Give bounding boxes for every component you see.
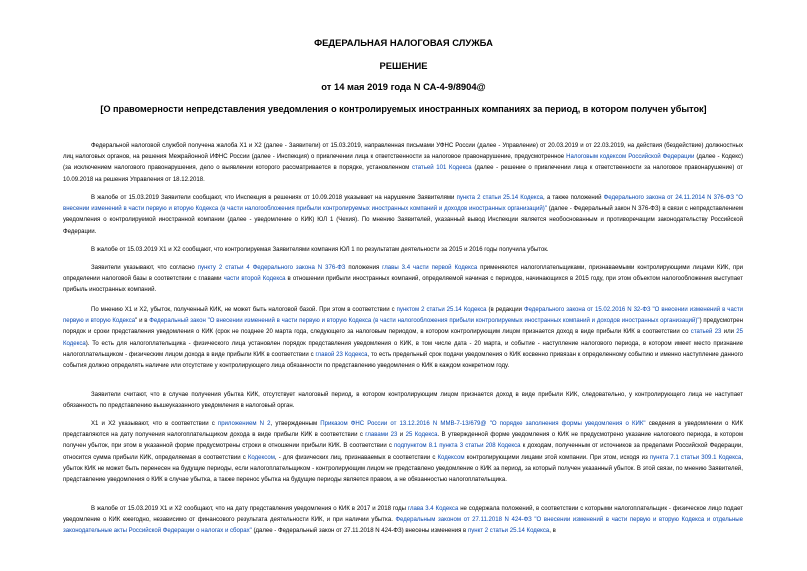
document-link[interactable]: 25 Кодекса	[63, 329, 743, 347]
text-run: ). То есть для налогоплательщика - физического лица установлен порядок представления уведомления о КИК, в том числе дата - 20 марта, и событие - наступление налогового периода, в котором имеет место признание налогоплательщиком - физическим лицом дохода в виде прибыли КИК в соответствии с	[63, 340, 743, 358]
paragraph-5	[63, 305, 743, 372]
document-link[interactable]: подпунктом 8.1 пункта 3 статьи 208 Кодекса	[393, 443, 521, 450]
document-link[interactable]: пунктом 2 статьи 25.14 Кодекса	[396, 307, 487, 313]
paragraph-4	[63, 263, 743, 297]
doc-type: РЕШЕНИЕ	[379, 60, 428, 71]
text-run: В жалобе от 15.03.2019 Заявители сообщают, что Инспекция в решениях от 10.09.2018 указывает на нарушение Заявителями	[91, 195, 457, 201]
paragraph-text	[63, 263, 743, 297]
text-run: Заявители указывают, что согласно	[91, 265, 198, 271]
document-link[interactable]: части второй Кодекса	[223, 276, 286, 283]
document-link[interactable]: статьей 101 Кодекса	[411, 165, 472, 172]
paragraph-text	[63, 305, 743, 372]
document-link[interactable]: Федерального закона от 24.11.2014 N 376-ФЗ "О внесении изменений в части первую и вторую Кодекса (в части налогообложения прибыли контролируемых иностранных компаний и доходов иностранных организаций)"	[63, 195, 743, 213]
document-link[interactable]: приложением N 2	[217, 421, 271, 427]
paragraph-text	[63, 141, 743, 186]
text-run: сведения в уведомлении о КИК представляются на дату получения налогоплательщиком дохода в виде прибыли КИК в соответствии с	[63, 421, 743, 439]
paragraph-7	[63, 419, 743, 486]
text-run: , убыток КИК не может быть перенесен на будущие периоды, если налогоплательщиком - контролирующим лицом не представлено уведомление о КИК за период, за который получен указанный убыток. В этой связи, по мнению Заявителей, представление уведомления о КИК в случае убытка, а также перенос убытка на будущие периоды является правом, а не обязанностью налогоплательщика.	[63, 454, 743, 484]
text-run: положения	[345, 265, 383, 271]
text-run: , утвержденным	[270, 421, 321, 427]
document-link[interactable]: главой 23 Кодекса	[315, 351, 368, 358]
text-run: или	[721, 329, 737, 336]
text-run: к доходам, полученным от источников за пределами Российской Федерации, относится сумма прибыли КИК, определяемая в соответствии с	[63, 443, 743, 461]
document-link[interactable]: Кодексом	[437, 454, 465, 461]
paragraph-3	[63, 245, 743, 256]
text-run: (далее - решение о привлечении лица к ответственности за налоговое правонарушение) от 10.09.2018 на решения Управления от 18.12.2018.	[63, 165, 744, 183]
text-run: контролирующими лицами этой компании. При этом, исходя из	[464, 454, 650, 461]
paragraph-2	[63, 193, 743, 238]
text-run: и	[397, 432, 406, 439]
text-run: в отношении прибыли иностранных компаний, определяемой начиная с периодов, начинающихся в 2015 году, при этом объектом налогообложения выступает прибыль иностранных компаний.	[63, 276, 743, 294]
doc-date-number: от 14 мая 2019 года N СА-4-9/8904@	[321, 81, 486, 92]
paragraph-8	[63, 504, 743, 538]
document-link[interactable]: Федерального закона от 15.02.2016 N 32-ФЗ "О внесении изменений в части первую и вторую Кодекса	[63, 307, 743, 325]
text-run: (далее - Федеральный закон N 376-ФЗ) в связи с непредставлением уведомления о контролируемой иностранной компании (далее - уведомление о КИК) ЮЛ 1 (Чехия). По мнению Заявителей, указанный вывод Инспекции является необоснованным и противоречащим законодательству Российской Федерации.	[63, 206, 744, 235]
text-run: По мнению Х1 и Х2, убыток, полученный КИК, не может быть налоговой базой. При этом в соответствии с	[91, 307, 397, 313]
text-run: ) предусмотрен порядок и сроки представления уведомления о КИК (срок не позднее 20 марта года, следующего за налоговым периодом, в котором контролирующим лицом признается доход в виде прибыли КИК в соответствии со	[63, 318, 743, 336]
text-run: , то есть предельный срок подачи уведомления о КИК косвенно привязан к определенному событию и именно наступление данного события должно определять наличие или отсутствие у контролирующего лица обязанности по представлению уведомления о КИК в каждом конкретном году.	[63, 351, 743, 370]
text-run: (далее - Федеральный закон от 27.11.2018 N 424-ФЗ) внесены изменения в	[251, 528, 468, 535]
document-link[interactable]: Федеральный закон "О внесении изменений в части первую и вторую Кодекса (в части налогообложения прибыли контролируемых иностранных компаний и доходов иностранных организаций)"	[149, 318, 700, 325]
document-link[interactable]: пункта 7.1 статьи 309.1 Кодекса	[649, 454, 742, 461]
document-link[interactable]: глава 3.4 Кодекса	[407, 506, 459, 512]
text-run: В жалобе от 15.03.2019 Х1 и Х2 сообщают, что контролируемая Заявителями компания ЮЛ 1 по результатам деятельности за 2015 и 2016 годы получила убыток.	[91, 247, 549, 253]
paragraph-text	[63, 419, 743, 486]
text-run: Заявители считают, что в случае получения убытка КИК, отсутствует налоговый период, в котором контролирующим лицом признается доход в виде прибыли КИК, следовательно, у контролирующего лица не наступает обязанность по представлению вышеуказанного уведомления в налоговый орган.	[63, 392, 743, 410]
text-run: , - для физических лиц, признаваемых в соответствии с	[274, 454, 438, 461]
text-run: (далее - Кодекс) (за исключением налогового правонарушения, дело о выявлении которого рассматривается в порядке, установленном	[63, 154, 743, 172]
agency-name: ФЕДЕРАЛЬНАЯ НАЛОГОВАЯ СЛУЖБА	[314, 37, 493, 48]
doc-subject: [О правомерности непредставления уведомления о контролируемых иностранных компаниях за период, в котором получен убыток]	[100, 104, 707, 114]
document-link[interactable]: Налоговым кодексом Российской Федерации	[566, 154, 695, 161]
paragraph-text	[63, 245, 743, 256]
document-link[interactable]: главами 23	[365, 432, 398, 439]
paragraph-text	[63, 390, 743, 412]
text-run: " и в	[135, 318, 150, 325]
text-run: Федеральной налоговой службой получена жалоба Х1 и Х2 (далее - Заявители) от 15.03.2019, направленная письмами УФНС России (далее - Управление) от 20.03.2019 и от 22.03.2019, на действия (бездействие) должностных лиц налоговых органов, на решения Межрайонной ИФНС России (далее - Инспекция) о привлечении лица к ответственности за налоговое правонарушение, предусмотренное	[63, 143, 743, 161]
document-link[interactable]: пункт 2 статьи 25.14 Кодекса	[467, 528, 550, 535]
paragraph-text	[63, 504, 743, 538]
document-link[interactable]: главы 3.4 части первой Кодекса	[382, 265, 478, 271]
document-link[interactable]: статьей 23	[690, 329, 722, 336]
document-link[interactable]: Федеральным законом от 27.11.2018 N 424-ФЗ "О внесении изменений в части первую и вторую Кодекса и отдельные законодательные акты Российской Федерации о налогах и сборах"	[63, 517, 743, 535]
paragraph-1	[63, 141, 743, 186]
text-run: В жалобе от 15.03.2019 Х1 и Х2 сообщают, что на дату представления уведомления о КИК в 2017 и 2018 годы	[91, 506, 408, 512]
document-link[interactable]: пункту 2 статьи 4 Федерального закона N 376-ФЗ	[197, 265, 346, 271]
text-run: . В утвержденной форме уведомления о КИК не предусмотрено указание налогового периода, в котором получен убыток, при этом в указанной форме предусмотрены строки в отношении прибыли КИК. В соответствии с	[63, 432, 743, 450]
document-link[interactable]: Кодексом	[247, 454, 275, 461]
text-run: , в	[549, 528, 556, 535]
document-link[interactable]: пункта 2 статьи 25.14 Кодекса	[456, 195, 544, 201]
document-link[interactable]: Приказом ФНС России от 13.12.2016 N ММВ-7-13/679@ "О порядке заполнения формы уведомления о КИК"	[320, 421, 646, 427]
paragraph-text	[63, 193, 743, 238]
paragraph-6	[63, 390, 743, 412]
text-run: применяются налогоплательщиками, признаваемыми контролирующими лицами КИК, при определении налоговой базы в соответствии с главами	[63, 265, 743, 283]
text-run: Х1 и Х2 указывают, что в соответствии с	[91, 421, 218, 427]
text-run: (в редакции	[486, 307, 524, 313]
text-run: не содержала положений, в соответствии с которыми налогоплательщик - физическое лицо подает уведомление о КИК ежегодно, независимо от финансового результата деятельности КИК, и при наличии убытка.	[63, 506, 743, 524]
document-link[interactable]: 25 Кодекса	[405, 432, 438, 439]
text-run: , а также положений	[543, 195, 604, 201]
